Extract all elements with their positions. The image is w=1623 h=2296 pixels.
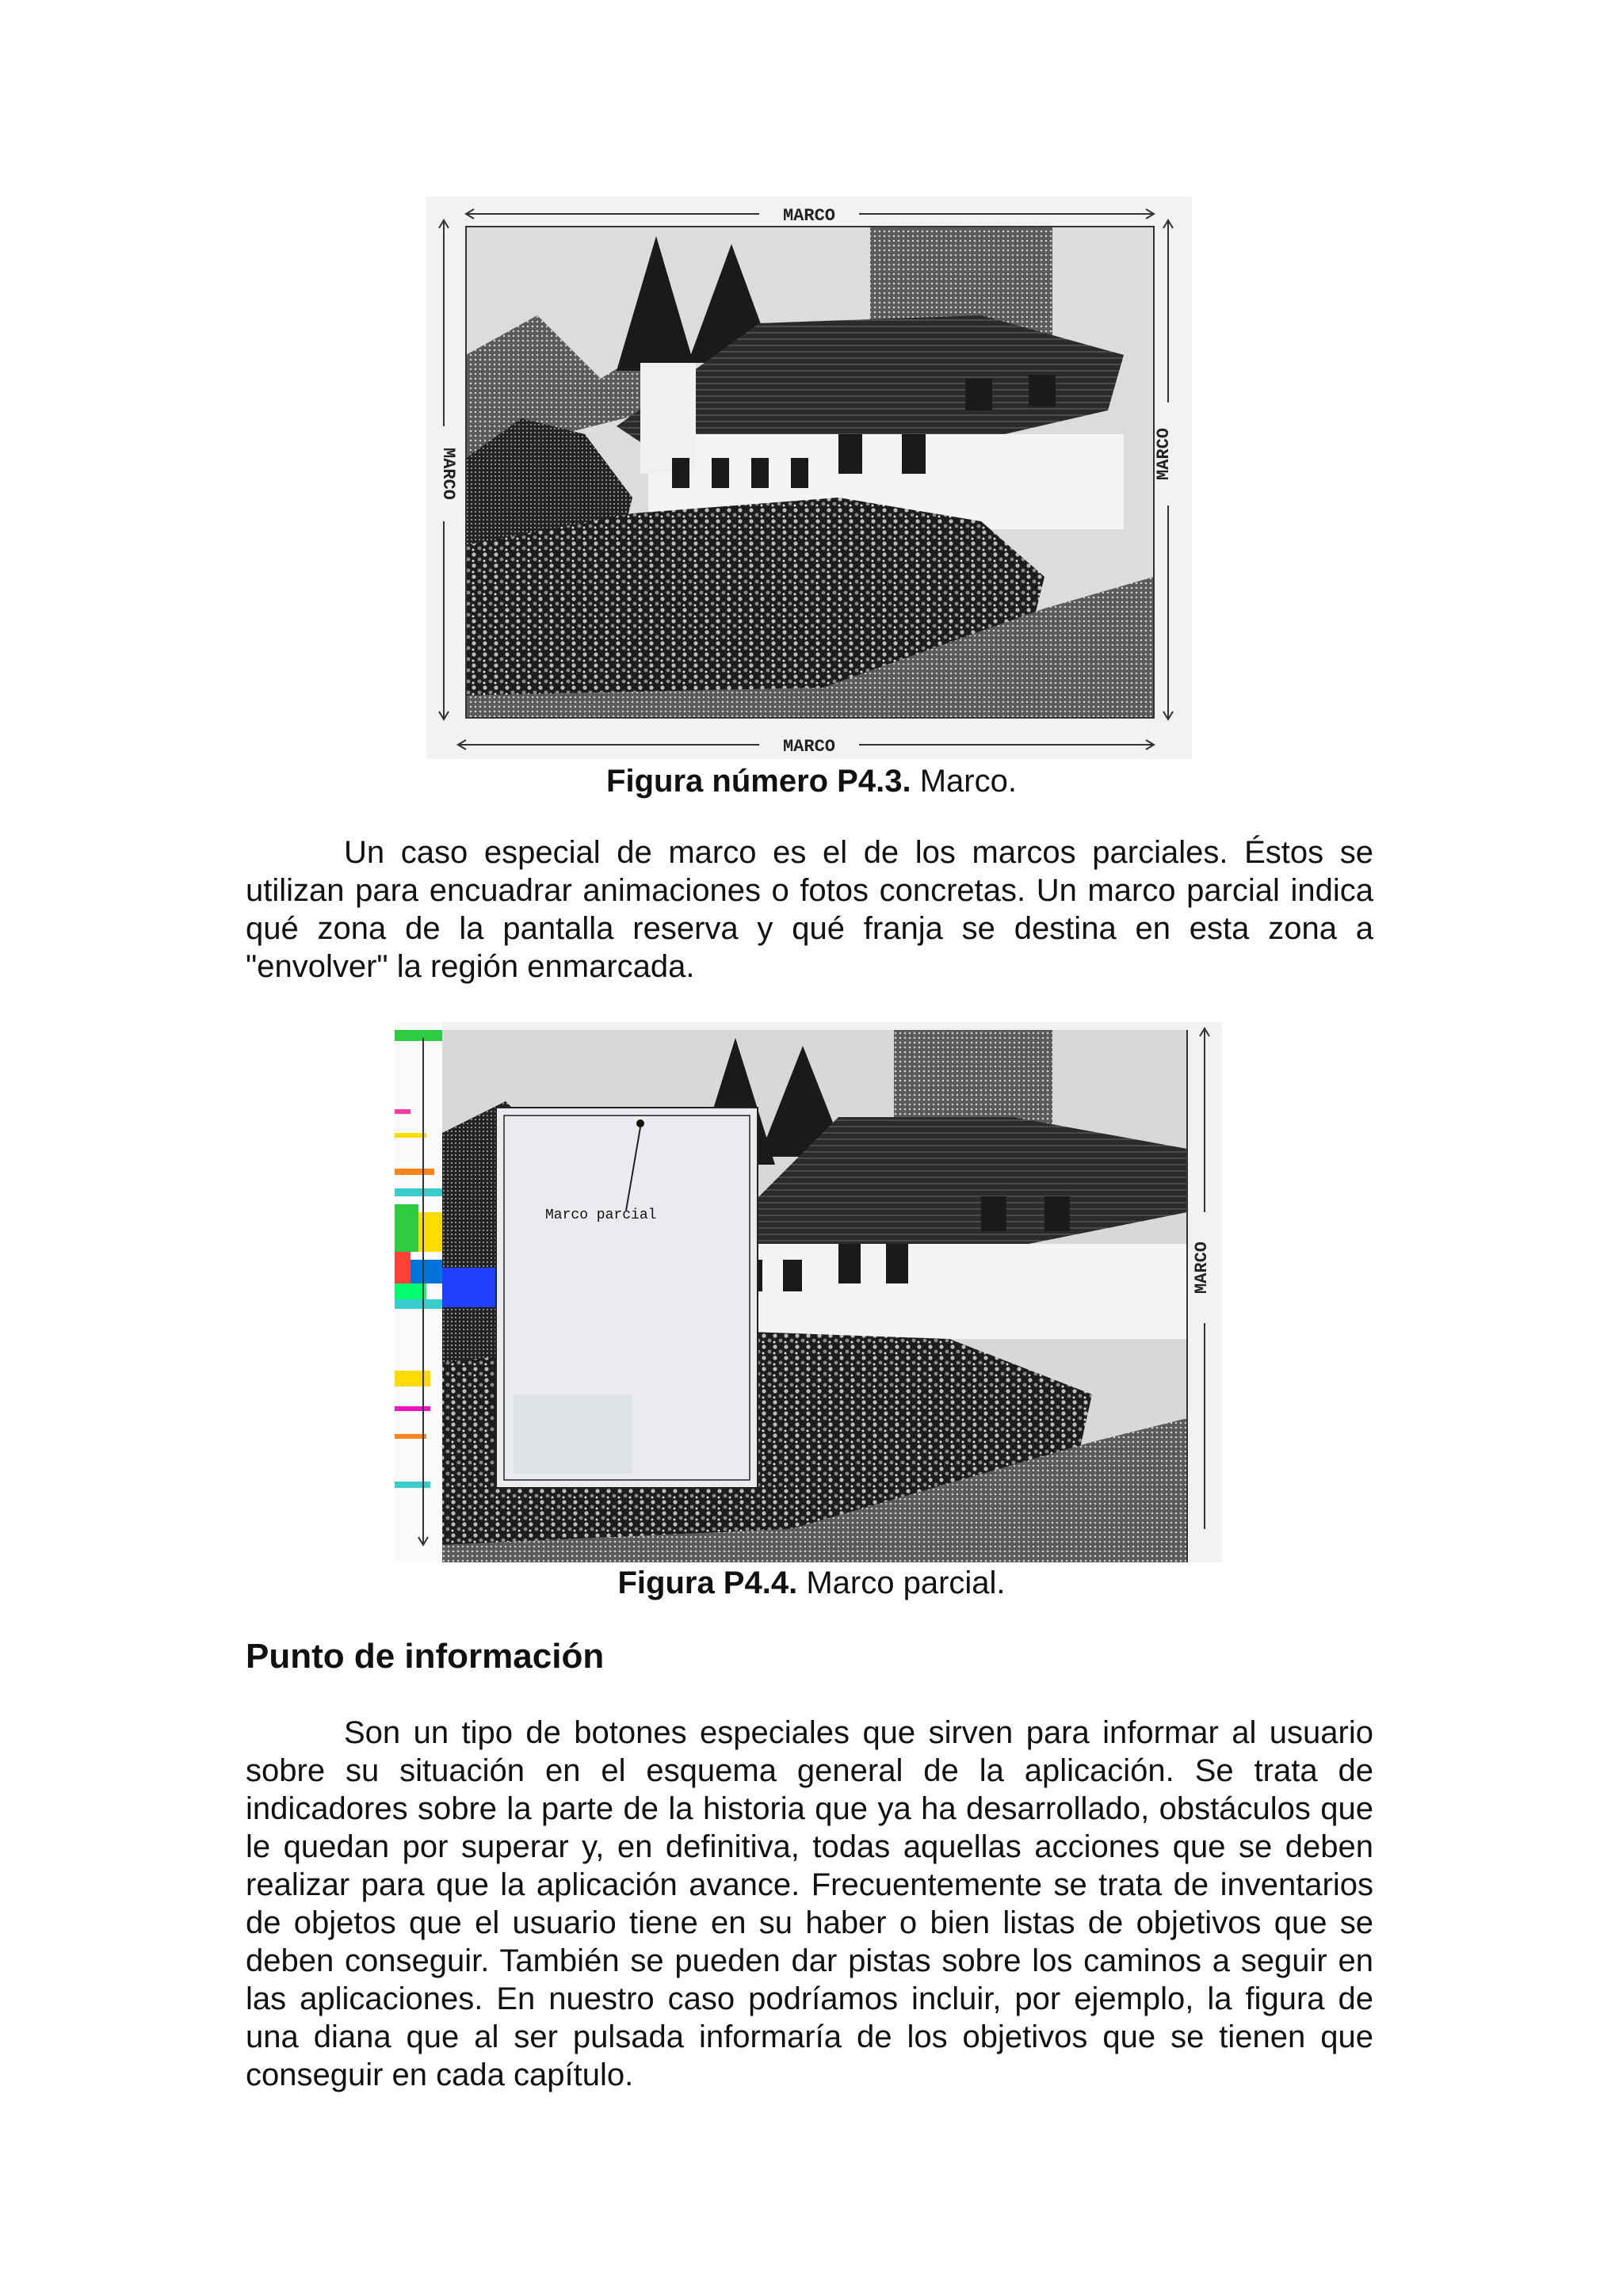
partial-frame-box (496, 1108, 758, 1488)
frame-label-right: MARCO (1154, 427, 1174, 481)
frame-label-top: MARCO (782, 206, 836, 226)
figure1-caption (0, 762, 1623, 800)
frame-label-bottom: MARCO (782, 737, 836, 757)
partial-frame-label: Marco parcial (545, 1207, 657, 1223)
frame-label-right-2: MARCO (1192, 1241, 1212, 1295)
paragraph-partial-frames: Un caso especial de marco es el de los marcos parciales. Éstos se utilizan para encuadrar animaciones o fotos concretas. Un marco parcial indica qué zona de la pantalla reserva y qué franja se destina en esta zona a "envolver" la región enmarcada. (246, 835, 1373, 984)
figure2-caption-number: Figura P4.4. (617, 1566, 798, 1600)
frame-label-left: MARCO (438, 447, 458, 501)
figure1-caption-number: Figura número P4.3. (606, 764, 911, 799)
figure2-caption-text: Marco parcial. (797, 1566, 1006, 1600)
paragraph-info-point: Son un tipo de botones especiales que sirven para informar al usuario sobre su situación en el esquema general de la aplicación. Se trata de indicadores sobre la parte de la historia que ya ha desarrollado, obstáculos que le quedan por superar y, en definitiva, todas aquellas acciones que se deben realizar para que la aplicación avance. Frecuentemente se trata de inventarios de objetos que el usuario tiene en su haber o bien listas de objetivos que se deben conseguir. También se pueden dar pistas sobre los caminos a seguir en las aplicaciones. En nuestro caso podríamos incluir, por ejemplo, la figura de una diana que al ser pulsada informaría de los objetivos que se tienen que conseguir en cada capítulo. (246, 1715, 1373, 2092)
section-heading: Punto de información (246, 1637, 605, 1676)
figure1-caption-text: Marco. (911, 764, 1017, 799)
figure2-caption (0, 1564, 1623, 1602)
castle-photo (466, 227, 1154, 718)
figure-frame-illustration (426, 196, 1192, 759)
figure-partial-frame-illustration (395, 1022, 1222, 1562)
